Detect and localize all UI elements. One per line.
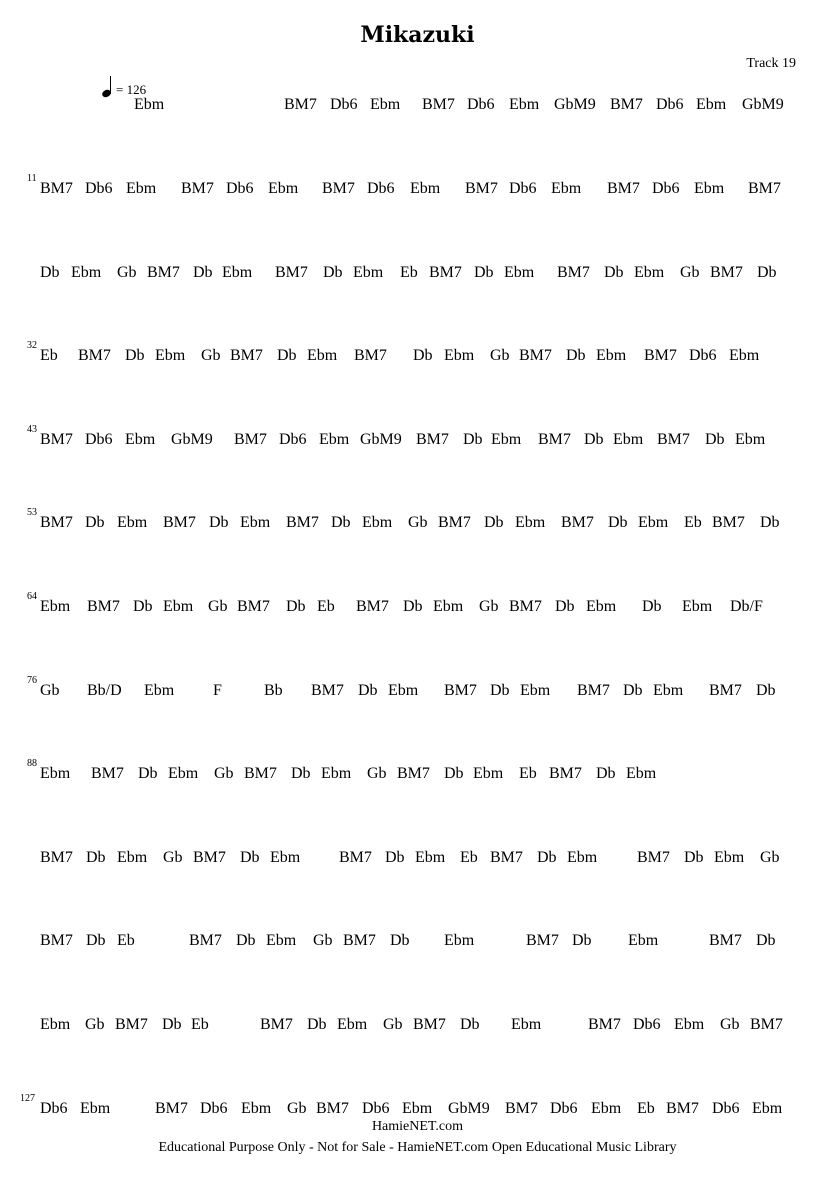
chord-symbol: BM7 [230,347,263,364]
chord-system [0,96,835,126]
chord-symbol: BM7 [526,932,559,949]
chord-symbol: BM7 [260,1016,293,1033]
chord-symbol: BM7 [115,1016,148,1033]
chord-symbol: Db [684,849,704,866]
chord-symbol: BM7 [429,264,462,281]
chord-symbol: Ebm [515,514,546,531]
chord-symbol: Gb [720,1016,740,1033]
chord-symbol: Db6 [550,1100,578,1117]
footer-notice: Educational Purpose Only - Not for Sale - HamieNET.com Open Educational Music Library [158,1140,677,1155]
chord-symbol: BM7 [416,431,449,448]
chord-symbol: BM7 [577,682,610,699]
chord-symbol: Ebm [551,180,582,197]
chord-system [0,264,835,294]
chord-symbol: Eb [117,932,135,949]
chord-symbol: Db [40,264,60,281]
chord-symbol: Ebm [362,514,393,531]
chord-symbol: Ebm [674,1016,705,1033]
chord-symbol: Db [490,682,510,699]
chord-symbol: GbM9 [171,431,213,448]
chord-symbol: Gb [214,765,234,782]
chord-symbol: BM7 [750,1016,783,1033]
chord-symbol: BM7 [244,765,277,782]
chord-symbol: Ebm [694,180,725,197]
chord-symbol: Db6 [509,180,537,197]
chord-symbol: BM7 [557,264,590,281]
chord-symbol: BM7 [163,514,196,531]
chord-symbol: Db [608,514,628,531]
chord-symbol: Ebm [567,849,598,866]
chord-symbol: Gb [408,514,428,531]
chord-symbol: Ebm [40,598,71,615]
chord-symbol: Ebm [268,180,299,197]
chord-symbol: Gb [383,1016,403,1033]
chord-symbol: BM7 [549,765,582,782]
chord-symbol: Gb [117,264,137,281]
chord-symbol: BM7 [87,598,120,615]
chord-system [0,340,835,377]
chord-symbol: BM7 [422,96,455,113]
chord-symbol: Ebm [735,431,766,448]
chord-symbol: BM7 [444,682,477,699]
chord-symbol: Ebm [307,347,338,364]
chord-symbol: GbM9 [742,96,784,113]
chord-symbol: Ebm [714,849,745,866]
chord-symbol: Ebm [638,514,669,531]
chord-symbol: BM7 [322,180,355,197]
chord-symbol: BM7 [748,180,781,197]
chord-symbol: Db [85,514,105,531]
chord-symbol: Gb [367,765,387,782]
chord-symbol: Ebm [682,598,713,615]
chord-symbol: Ebm [444,347,475,364]
chord-symbol: BM7 [509,598,542,615]
chord-symbol: BM7 [189,932,222,949]
track-label: Track 19 [746,56,796,71]
chord-symbol: GbM9 [360,431,402,448]
chord-symbol: Ebm [155,347,186,364]
chord-symbol: Db [86,849,106,866]
chord-symbol: BM7 [657,431,690,448]
chord-symbol: GbM9 [448,1100,490,1117]
chord-system [0,173,835,210]
chord-symbol: Ebm [270,849,301,866]
chord-symbol: BM7 [40,180,73,197]
chord-symbol: Ebm [117,514,148,531]
chord-symbol: Ebm [509,96,540,113]
chord-symbol: BM7 [505,1100,538,1117]
chord-symbol: Ebm [40,1016,71,1033]
chord-symbol: BM7 [286,514,319,531]
chord-symbol: Db6 [362,1100,390,1117]
chord-symbol: Ebm [168,765,199,782]
chord-symbol: Ebm [126,180,157,197]
chord-symbol: Ebm [653,682,684,699]
chord-symbol: Db [444,765,464,782]
chord-symbol: Db [760,514,780,531]
chord-symbol: Gb [40,682,60,699]
chord-symbol: Db [86,932,106,949]
chord-symbol: Db [757,264,777,281]
chord-symbol: Ebm [40,765,71,782]
chord-symbol: Ebm [266,932,297,949]
chord-symbol: Ebm [125,431,156,448]
chord-symbol: Ebm [433,598,464,615]
chord-symbol: Db6 [467,96,495,113]
chord-symbol: F [213,682,222,699]
chord-symbol: Ebm [80,1100,111,1117]
chord-symbol: Bb/D [87,682,122,699]
chord-symbol: BM7 [538,431,571,448]
chord-symbol: Db [596,765,616,782]
chord-symbol: Db [133,598,153,615]
chord-symbol: BM7 [91,765,124,782]
chord-symbol: BM7 [666,1100,699,1117]
chord-symbol: Db [537,849,557,866]
chord-symbol: BM7 [561,514,594,531]
chord-symbol: BM7 [339,849,372,866]
chord-symbol: Db [125,347,145,364]
chord-symbol: Db [385,849,405,866]
chord-symbol: BM7 [40,932,73,949]
chord-symbol: Db [236,932,256,949]
chord-symbol: BM7 [607,180,640,197]
chord-symbol: Db [484,514,504,531]
chord-symbol: Db [138,765,158,782]
chord-symbol: Db [403,598,423,615]
chord-symbol: Ebm [410,180,441,197]
chord-symbol: BM7 [343,932,376,949]
chord-symbol: Db [756,932,776,949]
chord-symbol: Ebm [240,514,271,531]
chord-symbol: BM7 [147,264,180,281]
chord-symbol: BM7 [181,180,214,197]
footer-site: HamieNET.com [371,1119,464,1134]
chord-symbol: Ebm [222,264,253,281]
chord-symbol: Gb [479,598,499,615]
measure-number: 64 [27,591,37,602]
chord-symbol: Db [572,932,592,949]
chord-symbol: BM7 [234,431,267,448]
chord-symbol: Ebm [415,849,446,866]
chord-symbol: Gb [490,347,510,364]
chord-symbol: BM7 [710,264,743,281]
chord-symbol: Db [756,682,776,699]
measure-number: 127 [20,1093,35,1104]
chord-symbol: Db6 [330,96,358,113]
chord-symbol: Ebm [752,1100,783,1117]
measure-number: 11 [27,173,37,184]
chord-symbol: Gb [201,347,221,364]
chord-symbol: Gb [163,849,183,866]
chord-symbol: Db/F [730,598,763,615]
measure-number: 76 [27,675,37,686]
chord-symbol: Db [604,264,624,281]
chord-symbol: BM7 [413,1016,446,1033]
chord-system [0,932,835,962]
chord-symbol: BM7 [610,96,643,113]
chord-symbol: Db6 [656,96,684,113]
chord-symbol: BM7 [709,932,742,949]
chord-symbol: Ebm [388,682,419,699]
chord-symbol: Db [277,347,297,364]
tempo-value: = 126 [116,82,147,97]
chord-symbol: Ebm [628,932,659,949]
chord-symbol: Db [390,932,410,949]
chord-symbol: BM7 [311,682,344,699]
chord-symbol: BM7 [40,849,73,866]
chord-symbol: Db6 [85,180,113,197]
chord-symbol: Ebm [520,682,551,699]
chord-symbol: Ebm [319,431,350,448]
chord-symbol: Db [463,431,483,448]
chord-symbol: Ebm [504,264,535,281]
chord-symbol: Ebm [511,1016,542,1033]
chord-symbol: BM7 [588,1016,621,1033]
chord-symbol: Db6 [226,180,254,197]
measure-number: 32 [27,340,37,351]
chord-system [0,675,835,712]
chord-symbol: Ebm [144,682,175,699]
chord-symbol: BM7 [519,347,552,364]
chord-symbol: BM7 [284,96,317,113]
chord-symbol: Gb [208,598,228,615]
chord-symbol: Ebm [71,264,102,281]
chord-symbol: Ebm [241,1100,272,1117]
chord-symbol: Db [566,347,586,364]
chord-symbol: Db6 [279,431,307,448]
chord-symbol: BM7 [237,598,270,615]
chord-symbol: Db [162,1016,182,1033]
chord-symbol: Db [209,514,229,531]
chord-symbol: Ebm [473,765,504,782]
chord-symbol: Ebm [321,765,352,782]
chord-symbol: Ebm [729,347,760,364]
chord-symbol: BM7 [438,514,471,531]
chord-symbol: Eb [637,1100,655,1117]
chord-system [0,849,835,879]
chord-symbol: Db [474,264,494,281]
chord-symbol: Db [307,1016,327,1033]
chord-symbol: Ebm [626,765,657,782]
chord-symbol: Db [460,1016,480,1033]
chord-symbol: BM7 [354,347,387,364]
chord-symbol: BM7 [712,514,745,531]
chord-symbol: Db6 [200,1100,228,1117]
chord-symbol: BM7 [637,849,670,866]
chord-symbol: Db [286,598,306,615]
chord-symbol: Eb [191,1016,209,1033]
chord-system [0,591,835,628]
chord-symbol: Eb [400,264,418,281]
chord-symbol: BM7 [78,347,111,364]
chord-symbol: Bb [264,682,283,699]
chord-symbol: Db6 [367,180,395,197]
measure-number: 88 [27,758,37,769]
chord-symbol: Db [323,264,343,281]
chord-symbol: BM7 [356,598,389,615]
chord-symbol: BM7 [490,849,523,866]
chord-symbol: Db [331,514,351,531]
chord-symbol: Ebm [134,96,165,113]
chord-symbol: Db6 [689,347,717,364]
chord-symbol: Db [193,264,213,281]
chord-system [0,507,835,544]
chord-symbol: Gb [680,264,700,281]
chord-symbol: Ebm [117,849,148,866]
chord-symbol: Db6 [85,431,113,448]
chord-symbol: Gb [313,932,333,949]
chord-symbol: BM7 [709,682,742,699]
chord-symbol: Gb [760,849,780,866]
chord-symbol: Gb [287,1100,307,1117]
chord-symbol: GbM9 [554,96,596,113]
chord-symbol: Db [584,431,604,448]
chord-symbol: BM7 [193,849,226,866]
chord-symbol: Db6 [633,1016,661,1033]
chord-symbol: Db [623,682,643,699]
chord-symbol: Ebm [491,431,522,448]
chord-symbol: Db [413,347,433,364]
chord-symbol: Db6 [712,1100,740,1117]
chord-symbol: Ebm [586,598,617,615]
chord-symbol: BM7 [275,264,308,281]
chord-symbol: BM7 [155,1100,188,1117]
chord-symbol: BM7 [316,1100,349,1117]
chord-symbol: BM7 [40,431,73,448]
chord-symbol: Gb [85,1016,105,1033]
chord-symbol: BM7 [40,514,73,531]
chord-symbol: Ebm [402,1100,433,1117]
chord-symbol: BM7 [644,347,677,364]
measure-number: 43 [27,424,37,435]
chord-symbol: Db6 [652,180,680,197]
chord-system [0,424,835,461]
chord-symbol: Ebm [163,598,194,615]
chord-symbol: Eb [684,514,702,531]
chord-symbol: Ebm [613,431,644,448]
chord-system [0,1016,835,1046]
chord-symbol: Ebm [596,347,627,364]
chord-symbol: Db [240,849,260,866]
chord-symbol: Ebm [353,264,384,281]
chord-symbol: Db [642,598,662,615]
chord-symbol: Eb [40,347,58,364]
chord-symbol: Eb [460,849,478,866]
measure-number: 53 [27,507,37,518]
chord-symbol: Eb [519,765,537,782]
page-title: Mikazuki [360,22,475,48]
chord-symbol: BM7 [465,180,498,197]
chord-symbol: Ebm [591,1100,622,1117]
chord-symbol: Db [358,682,378,699]
chord-symbol: Db6 [40,1100,68,1117]
chord-symbol: BM7 [397,765,430,782]
chord-symbol: Ebm [337,1016,368,1033]
chord-symbol: Ebm [370,96,401,113]
chord-symbol: Eb [317,598,335,615]
chord-symbol: Db [705,431,725,448]
chord-symbol: Ebm [444,932,475,949]
chord-symbol: Ebm [634,264,665,281]
chord-symbol: Db [555,598,575,615]
chord-symbol: Ebm [696,96,727,113]
chord-system [0,758,835,795]
chord-symbol: Db [291,765,311,782]
